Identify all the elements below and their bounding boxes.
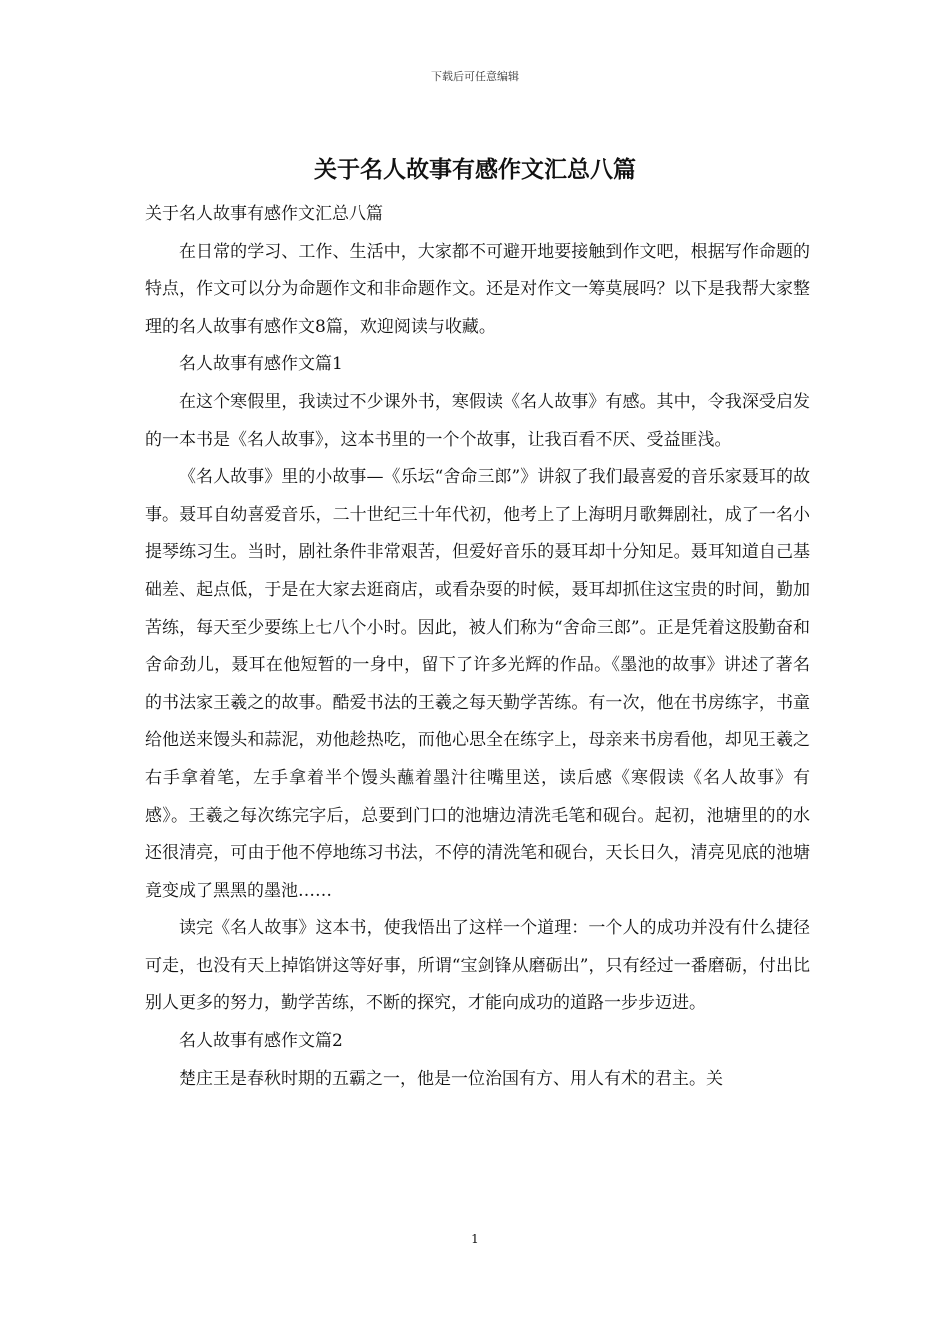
- body-paragraph: 在这个寒假里，我读过不少课外书，寒假读《名人故事》有感。其中，令我深受启发的一本书是《名人故事》，这本书里的一个个故事，让我百看不厌、受益匪浅。: [145, 391, 810, 450]
- header-note: 下载后可任意编辑: [431, 70, 519, 83]
- body-paragraph: 楚庄王是春秋时期的五霸之一，他是一位治国有方、用人有术的君主。关: [179, 1068, 723, 1089]
- intro-paragraph: 在日常的学习、工作、生活中，大家都不可避开地要接触到作文吧，根据写作命题的特点，作文可以分为命题作文和非命题作文。还是对作文一筹莫展吗？以下是我帮大家整理的名人故事有感作文8篇，欢迎阅读与收藏。: [145, 241, 810, 337]
- body-paragraph: 读完《名人故事》这本书，使我悟出了这样一个道理：一个人的成功并没有什么捷径可走，也没有天上掉馅饼这等好事，所谓“宝剑锋从磨砺出”，只有经过一番磨砺，付出比别人更多的努力，勤学苦练，不断的探究，才能向成功的道路一步步迈进。: [145, 918, 810, 1014]
- body-paragraph: 《名人故事》里的小故事—《乐坛“舍命三郎”》讲叙了我们最喜爱的音乐家聂耳的故事。聂耳自幼喜爱音乐，二十世纪三十年代初，他考上了上海明月歌舞剧社，成了一名小提琴练习生。当时，剧社条件非常艰苦，但爱好音乐的聂耳却十分知足。聂耳知道自己基础差、起点低，于是在大家去逛商店，或看杂耍的时候，聂耳却抓住这宝贵的时间，勤加苦练，每天至少要练上七八个小时。因此，被人们称为“舍命三郎”。正是凭着这股勤奋和舍命劲儿，聂耳在他短暂的一身中，留下了许多光辉的作品。《墨池的故事》讲述了著名的书法家王羲之的故事。酷爱书法的王羲之每天勤学苦练。有一次，他在书房练字，书童给他送来馒头和蒜泥，劝他趁热吃，而他心思全在练字上，母亲来书房看他，却见王羲之右手拿着笔，左手拿着半个馒头蘸着墨汁往嘴里送，读后感《寒假读《名人故事》有感》。王羲之每次练完字后，总要到门口的池塘边清洗毛笔和砚台。起初，池塘里的的水还很清亮，可由于他不停地练习书法，不停的清洗笔和砚台，天长日久，清亮见底的池塘竟变成了黑黑的墨池……: [145, 467, 810, 901]
- document-body: [145, 196, 810, 1098]
- section-heading-2: 名人故事有感作文篇2: [179, 1031, 343, 1052]
- document-title: 关于名人故事有感作文汇总八篇: [314, 156, 636, 183]
- subtitle-paragraph: 关于名人故事有感作文汇总八篇: [145, 204, 383, 224]
- page-number: 1: [471, 1232, 479, 1246]
- section-heading-1: 名人故事有感作文篇1: [179, 354, 343, 375]
